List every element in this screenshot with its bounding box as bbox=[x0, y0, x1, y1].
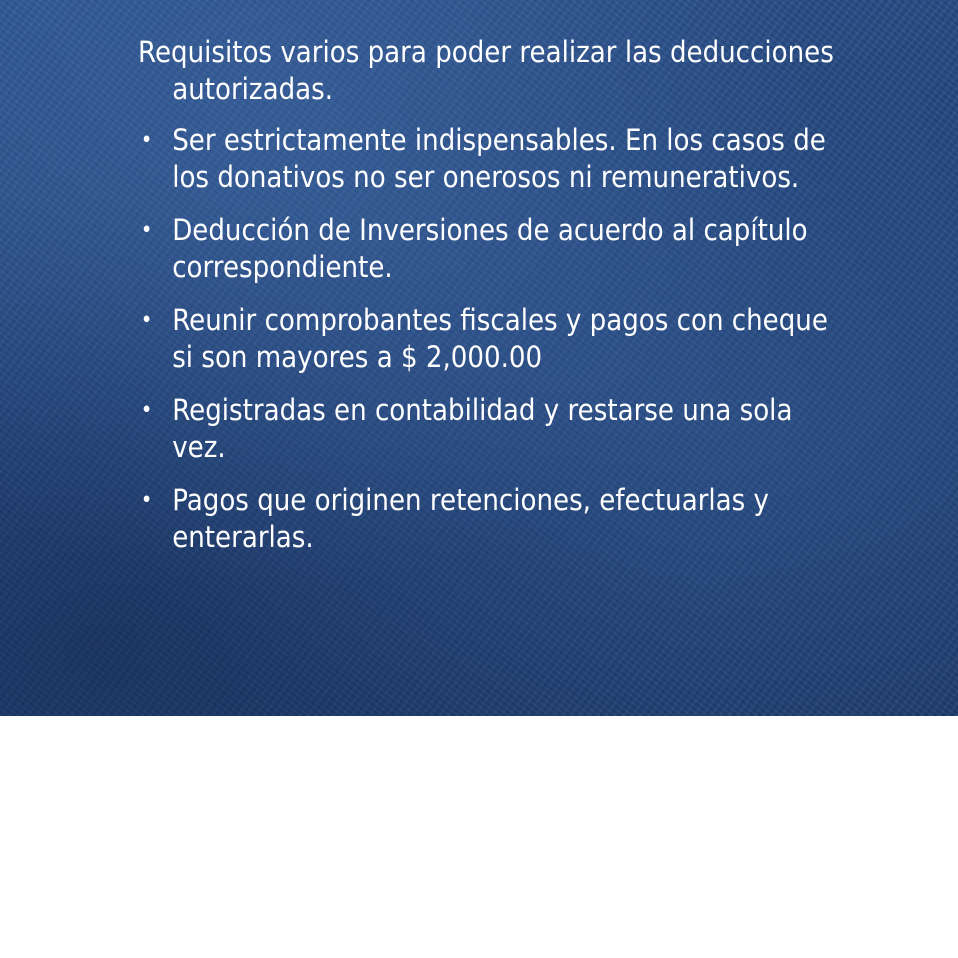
list-item bbox=[138, 302, 849, 376]
list-item-text: Ser estrictamente indispensables. En los casos de los donativos no ser onerosos ni remunerativos. bbox=[172, 123, 826, 194]
bullet-icon: • bbox=[140, 308, 153, 333]
bullet-icon: • bbox=[140, 128, 153, 153]
list-item bbox=[138, 212, 849, 286]
bullet-icon: • bbox=[140, 218, 153, 243]
requirements-list bbox=[138, 122, 849, 556]
list-item bbox=[138, 122, 849, 196]
list-item bbox=[138, 482, 849, 556]
slide-content bbox=[138, 34, 849, 572]
list-item-text: Reunir comprobantes fiscales y pagos con cheque si son mayores a $ 2,000.00 bbox=[172, 303, 828, 374]
list-item-text: Registradas en contabilidad y restarse una sola vez. bbox=[172, 393, 793, 464]
intro-text: Requisitos varios para poder realizar las deducciones autorizadas. bbox=[138, 35, 834, 106]
list-item bbox=[138, 392, 849, 466]
bullet-icon: • bbox=[140, 488, 153, 513]
list-item-text: Deducción de Inversiones de acuerdo al capítulo correspondiente. bbox=[172, 213, 808, 284]
list-item-text: Pagos que originen retenciones, efectuarlas y enterarlas. bbox=[172, 483, 770, 554]
bullet-icon: • bbox=[140, 398, 153, 423]
